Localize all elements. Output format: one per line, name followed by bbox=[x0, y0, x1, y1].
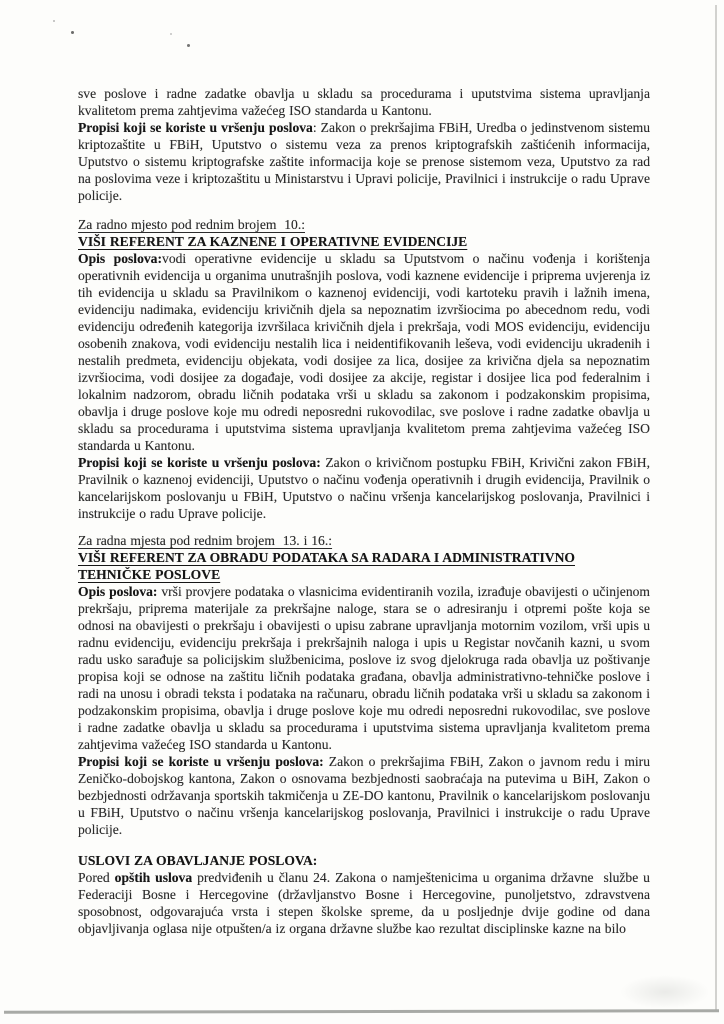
bold-text-run: Propisi koji se koriste u vršenju poslova: bbox=[78, 455, 321, 470]
document-content bbox=[78, 85, 650, 937]
text-run: Za radna mjesta pod rednim brojem 13. i 16.: bbox=[78, 533, 333, 548]
propisi-paragraph-3 bbox=[78, 753, 650, 838]
paper-edge-bottom bbox=[4, 1009, 719, 1013]
section-ref-line-10 bbox=[78, 216, 650, 233]
text-run: vodi operativne evidencije u skladu sa Uputstvom o načinu vođenja i korištenja operativnih evidencija u organima unutrašnjih poslova, vodi kaznene evidencije i priprema uvjerenja iz tih evidencija u skladu sa Pravilnikom o kaznenoj evidenciji, vodi kartoteku pravih i lažnih imena, evidenciju nadimaka, evidenciju krivičnih djela sa nepoznatim izvršiocima po abecednom redu, vodi evidenciju određenih kategorija izvršilaca krivičnih djela i prekršaja, vodi MOS evidenciju, evidenciju osobenih znakova, vodi evidenciju nestalih lica i neidentifikovanih leševa, vodi evidenciju ukradenih i nestalih predmeta, evidenciju objekata, vodi dosijee za lica, dosijee za krivična djela sa nepoznatim izvršiocima, vodi dosijee za događaje, vodi dosijee za akcije, registar i dosijee lica pod federalnim i lokalnim nadzorom, obradu ličnih podataka vrši u skladu sa zakonom i podzakonskim propisima, obavlja i druge poslove koje mu odredi neposredni rukovodilac, sve poslove i radne zadatke obavlja u skladu sa procedurama i uputstvima sistema upravljanja kvalitetom prema zahtjevima važećeg ISO standarda u Kantonu. bbox=[78, 251, 650, 453]
text-run: predviđenih u članu 24. Zakona o namještenicima u organima državne službe u Federaciji Bosne i Hercegovine (državljanstvo Bosne i Hercegovine, punoljetstvo, zdravstvena sposobnost, odgovarajuća vrsta i stepen školske spreme, da u posljednje dvije godine od dana objavljivanja oglasa nije otpušten/a iz organa državne službe kao rezultat disciplinske kazne na bilo bbox=[78, 870, 650, 936]
bold-text-run: opštih uslova bbox=[114, 870, 193, 885]
bold-text-run: Propisi koji se koriste u vršenju poslova bbox=[78, 120, 313, 135]
bold-text-run: Propisi koji se koriste u vršenju poslova: bbox=[78, 754, 324, 769]
text-run: Za radno mjesto pod rednim brojem 10.: bbox=[78, 217, 305, 232]
bold-text-run: USLOVI ZA OBAVLJANJE POSLOVA: bbox=[78, 853, 318, 868]
uslovi-paragraph bbox=[78, 869, 650, 937]
text-run: Pored bbox=[78, 870, 115, 885]
bold-text-run: Opis poslova: bbox=[78, 584, 158, 599]
continuation-paragraph bbox=[78, 85, 650, 119]
ink-speck bbox=[170, 33, 172, 35]
text-run: Zakon o krivičnom postupku FBiH, Krivični zakon FBiH, Pravilnik o kaznenoj evidenciji, Uputstvo o načinu vođenja operativnih i drugih evidencija, Pravilnik o kancelarijskom poslovanju u FBiH, Uputstvo o načinu vršenja kancelarijskog poslovanja, Pravilnici i instrukcije o radu Uprave policije. bbox=[78, 455, 650, 521]
text-run: : Zakon o prekršajima FBiH, Uredba o jedinstvenom sistemu kriptozaštite u FBiH, Uputstvo o sistemu veza za prenos kriptografskih zaštićenih informacija, Uputstvo o sistemu kriptografske zaštite informacija koje se prenose sistemom veza, Uputstvo za rad na poslovima veze i kriptozaštitu u Ministarstvu i Upravi policije, Pravilnici i instrukcije o radu Uprave policije. bbox=[78, 120, 650, 203]
paragraph-gap bbox=[78, 522, 650, 532]
paragraph-gap bbox=[78, 204, 650, 216]
paragraph-gap bbox=[78, 838, 650, 852]
bold-text-run: Opis poslova: bbox=[78, 251, 163, 266]
uslovi-heading bbox=[78, 852, 650, 869]
text-run: Zakon o prekršajima FBiH, Zakon o javnom redu i miru Zeničko-dobojskog kantona, Zakon o osnovama bezbjednosti saobraćaja na putevima u BiH, Zakon o bezbjednosti održavanja sportskih takmičenja u ZE-DO kantonu, Pravilnik o kancelarijskom poslovanju u FBiH, Uputstvo o načinu vršenja kancelarijskog poslovanja, Pravilnici i instrukcije o radu Uprave policije. bbox=[78, 754, 650, 837]
bold-text-run: VIŠI REFERENT ZA OBRADU PODATAKA SA RADARA I ADMINISTRATIVNO TEHNIČKE POSLOVE bbox=[78, 550, 575, 582]
ink-speck bbox=[71, 31, 74, 34]
ink-speck bbox=[53, 20, 55, 22]
corner-haze bbox=[620, 975, 710, 1009]
section-ref-line-13-16 bbox=[78, 532, 650, 549]
propisi-paragraph-1 bbox=[78, 119, 650, 204]
job-title-heading-13-16 bbox=[78, 549, 650, 583]
opis-poslova-paragraph-10 bbox=[78, 250, 650, 454]
text-run: sve poslove i radne zadatke obavlja u skladu sa procedurama i uputstvima sistema upravljanja kvalitetom prema zahtjevima važećeg ISO standarda u Kantonu. bbox=[78, 86, 650, 118]
job-title-heading-10 bbox=[78, 233, 650, 250]
paper-edge-right bbox=[715, 5, 717, 1011]
propisi-paragraph-2 bbox=[78, 454, 650, 522]
ink-speck bbox=[187, 44, 190, 47]
opis-poslova-paragraph-13-16 bbox=[78, 583, 650, 753]
text-run: vrši provjere podataka o vlasnicima evidentiranih vozila, izrađuje obavijesti o učinjenom prekršaju, priprema materijale za prekršajne naloge, stara se o adresiranju i otpremi pošte koja se odnosi na obavijesti o prekršaju i obavijesti o upisu zabrane upravljanja motornim vozilom, vrši upis u radnu evidenciju, evidenciju prekršaja i prekršajnih naloga i upis u Registar novčanih kazni, u svom radu usko sarađuje sa policijskim službenicima, poslove iz svog djelokruga rada obavlja uz poštivanje propisa koji se odnose na zaštitu ličnih podataka građana, obavlja administrativno-tehničke poslove i radi na unosu i obradi teksta i podataka na računaru, obradu ličnih podataka vrši u skladu sa zakonom i podzakonskim propisima, obavlja i druge poslove koje mu odredi neposredni rukovodilac, sve poslove i radne zadatke obavlja u skladu sa procedurama i uputstvima sistema upravljanja kvalitetom prema zahtjevima važećeg ISO standarda u Kantonu. bbox=[78, 584, 650, 752]
bold-text-run: VIŠI REFERENT ZA KAZNENE I OPERATIVNE EVIDENCIJE bbox=[78, 234, 468, 249]
